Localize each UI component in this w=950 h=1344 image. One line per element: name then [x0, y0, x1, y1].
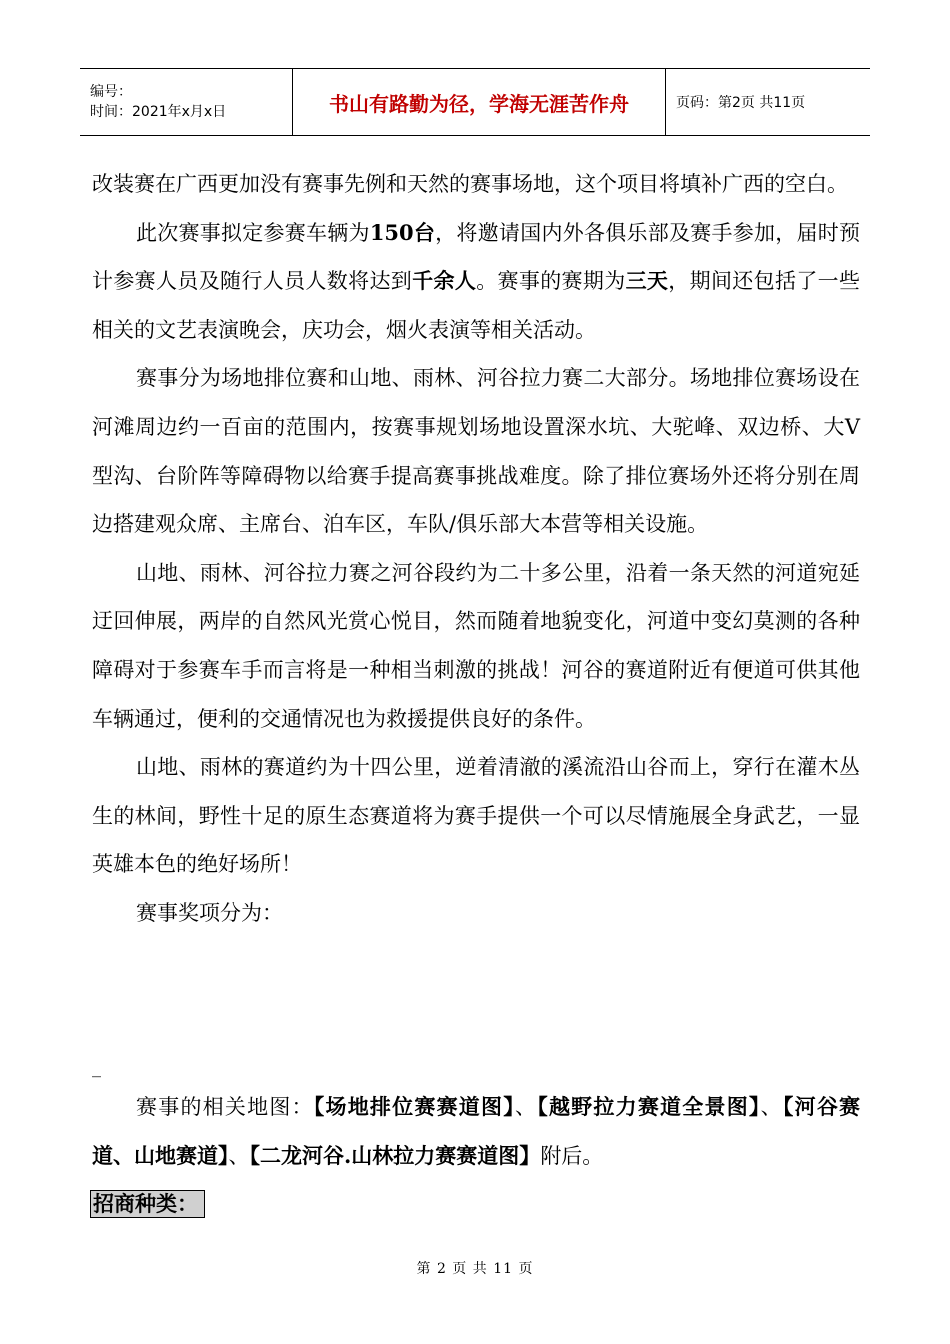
blank-line-marker: _ — [92, 1057, 101, 1078]
paragraph-7 — [92, 1083, 860, 1180]
paragraph-2-text-1: 此次赛事拟定参赛车辆为 — [136, 220, 370, 245]
paragraph-2 — [92, 209, 860, 355]
paragraph-7-sep-2: 、 — [760, 1095, 783, 1119]
paragraph-7-text-2: 附后。 — [540, 1143, 604, 1168]
vehicle-count: 150台 — [369, 219, 436, 245]
section-heading: 招商种类： — [90, 1190, 205, 1218]
paragraph-7-text-1: 赛事的相关地图： — [136, 1095, 314, 1119]
document-date: 时间：2021年x月x日 — [90, 104, 227, 120]
paragraph-2-text-4: ，期间还包括了一些相关的文艺表演晚会，庆功会，烟火表演等相关活动。 — [92, 269, 861, 342]
document-number-label: 编号： — [90, 84, 132, 100]
header-motto: 书山有路勤为径，学海无涯苦作舟 — [293, 69, 666, 136]
paragraph-2-text-2: ，将邀请国内外各俱乐部及赛手参加，届时预计参赛人员及随行人员人数将达到 — [92, 220, 861, 294]
event-duration: 三天 — [625, 268, 669, 294]
paragraph-4: 山地、雨林、河谷拉力赛之河谷段约为二十多公里，沿着一条天然的河道宛延迂回伸展，两岸的自然风光赏心悦目，然而随着地貌变化，河道中变幻莫测的各种障碍对于参赛车手而言将是一种相当刺激的挑战！河谷的赛道附近有便道可供其他车辆通过，便利的交通情况也为救援提供良好的条件。 — [92, 560, 860, 731]
paragraph-2-text-3: 。赛事的赛期为 — [476, 269, 626, 294]
paragraph-7-sep-3: 、 — [228, 1143, 250, 1168]
paragraph-6: 赛事奖项分为： — [136, 900, 283, 925]
header-meta — [80, 69, 293, 136]
paragraph-5: 山地、雨林的赛道约为十四公里，逆着清澈的溪流沿山谷而上，穿行在灌木丛生的林间，野性十足的原生态赛道将为赛手提供一个可以尽情施展全身武艺，一显英雄本色的绝好场所！ — [92, 755, 860, 877]
header-page-info: 页码：第2页 共11页 — [666, 69, 871, 136]
map-references — [92, 1083, 860, 1180]
document-body — [92, 160, 860, 938]
paragraph-7-sep-1: 、 — [514, 1095, 538, 1119]
attendee-count: 千余人 — [412, 268, 477, 294]
paragraph-1: 改装赛在广西更加没有赛事先例和天然的赛事场地，这个项目将填补广西的空白。 — [92, 172, 848, 196]
page-header — [80, 68, 870, 136]
paragraph-3: 赛事分为场地排位赛和山地、雨林、河谷拉力赛二大部分。场地排位赛场设在河滩周边约一百亩的范围内，按赛事规划场地设置深水坑、大驼峰、双边桥、大V型沟、台阶阵等障碍物以给赛手提高赛事挑战难度。除了排位赛场外还将分别在周边搭建观众席、主席台、泊车区，车队/俱乐部大本营等相关设施。 — [92, 366, 860, 537]
page-footer: 第 2 页 共 11 页 — [416, 1261, 534, 1277]
map-ref-2: 【越野拉力赛道全景图】 — [537, 1094, 761, 1119]
map-ref-4: 【二龙河谷.山林拉力赛赛道图】 — [249, 1142, 541, 1168]
map-ref-1: 【场地排位赛赛道图】 — [313, 1094, 515, 1119]
map-ref-3: 【河谷赛道、山地赛道】 — [92, 1094, 861, 1168]
